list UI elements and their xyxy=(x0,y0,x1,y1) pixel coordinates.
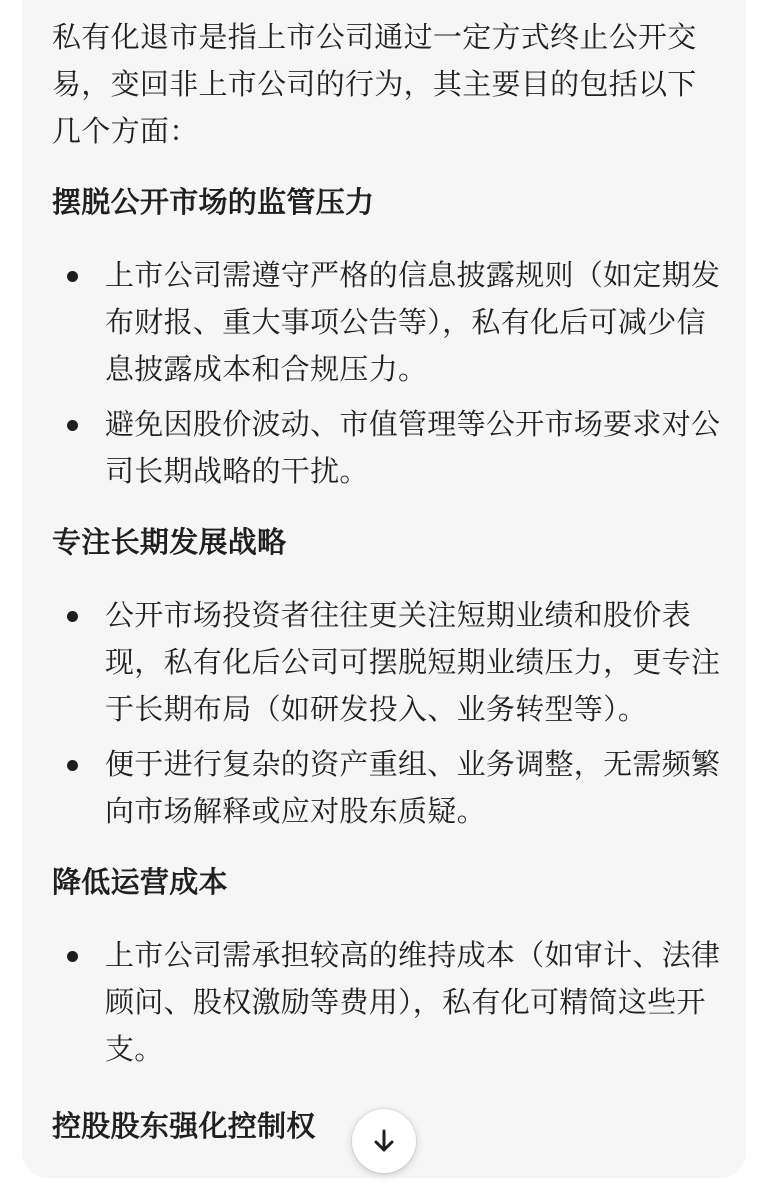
intro-paragraph: 私有化退市是指上市公司通过一定方式终止公开交易，变回非上市公司的行为，其主要目的包括以下几个方面： xyxy=(52,20,697,148)
section-heading: 降低运营成本 xyxy=(52,865,228,899)
bullet-icon xyxy=(67,760,78,771)
bullet-icon xyxy=(67,420,78,431)
list-item xyxy=(52,401,722,495)
bullet-icon xyxy=(67,951,78,962)
list-item xyxy=(52,252,722,393)
list-item xyxy=(52,741,722,835)
bullet-icon xyxy=(67,271,78,282)
bullet-list xyxy=(52,252,722,495)
section-heading: 摆脱公开市场的监管压力 xyxy=(52,185,375,219)
list-item xyxy=(52,592,722,733)
bottom-area xyxy=(0,1178,768,1203)
section-heading: 专注长期发展战略 xyxy=(52,525,287,559)
list-item-text: 上市公司需承担较高的维持成本（如审计、法律顾问、股权激励等费用），私有化可精简这些开支。 xyxy=(105,938,721,1066)
list-item xyxy=(52,932,722,1073)
list-item-text: 便于进行复杂的资产重组、业务调整，无需频繁向市场解释或应对股东质疑。 xyxy=(105,747,721,828)
assistant-message-content xyxy=(52,0,722,1150)
bullet-list xyxy=(52,932,722,1073)
scroll-to-bottom-button[interactable] xyxy=(352,1109,416,1173)
list-item-text: 公开市场投资者往往更关注短期业绩和股价表现，私有化后公司可摆脱短期业绩压力，更专注于长期布局（如研发投入、业务转型等）。 xyxy=(105,598,721,726)
bullet-icon xyxy=(67,611,78,622)
arrow-down-icon xyxy=(371,1128,397,1154)
section-heading: 控股股东强化控制权 xyxy=(52,1109,316,1143)
list-item-text: 避免因股价波动、市值管理等公开市场要求对公司长期战略的干扰。 xyxy=(105,407,721,488)
bullet-list xyxy=(52,592,722,835)
list-item-text: 上市公司需遵守严格的信息披露规则（如定期发布财报、重大事项公告等），私有化后可减少信息披露成本和合规压力。 xyxy=(105,258,721,386)
